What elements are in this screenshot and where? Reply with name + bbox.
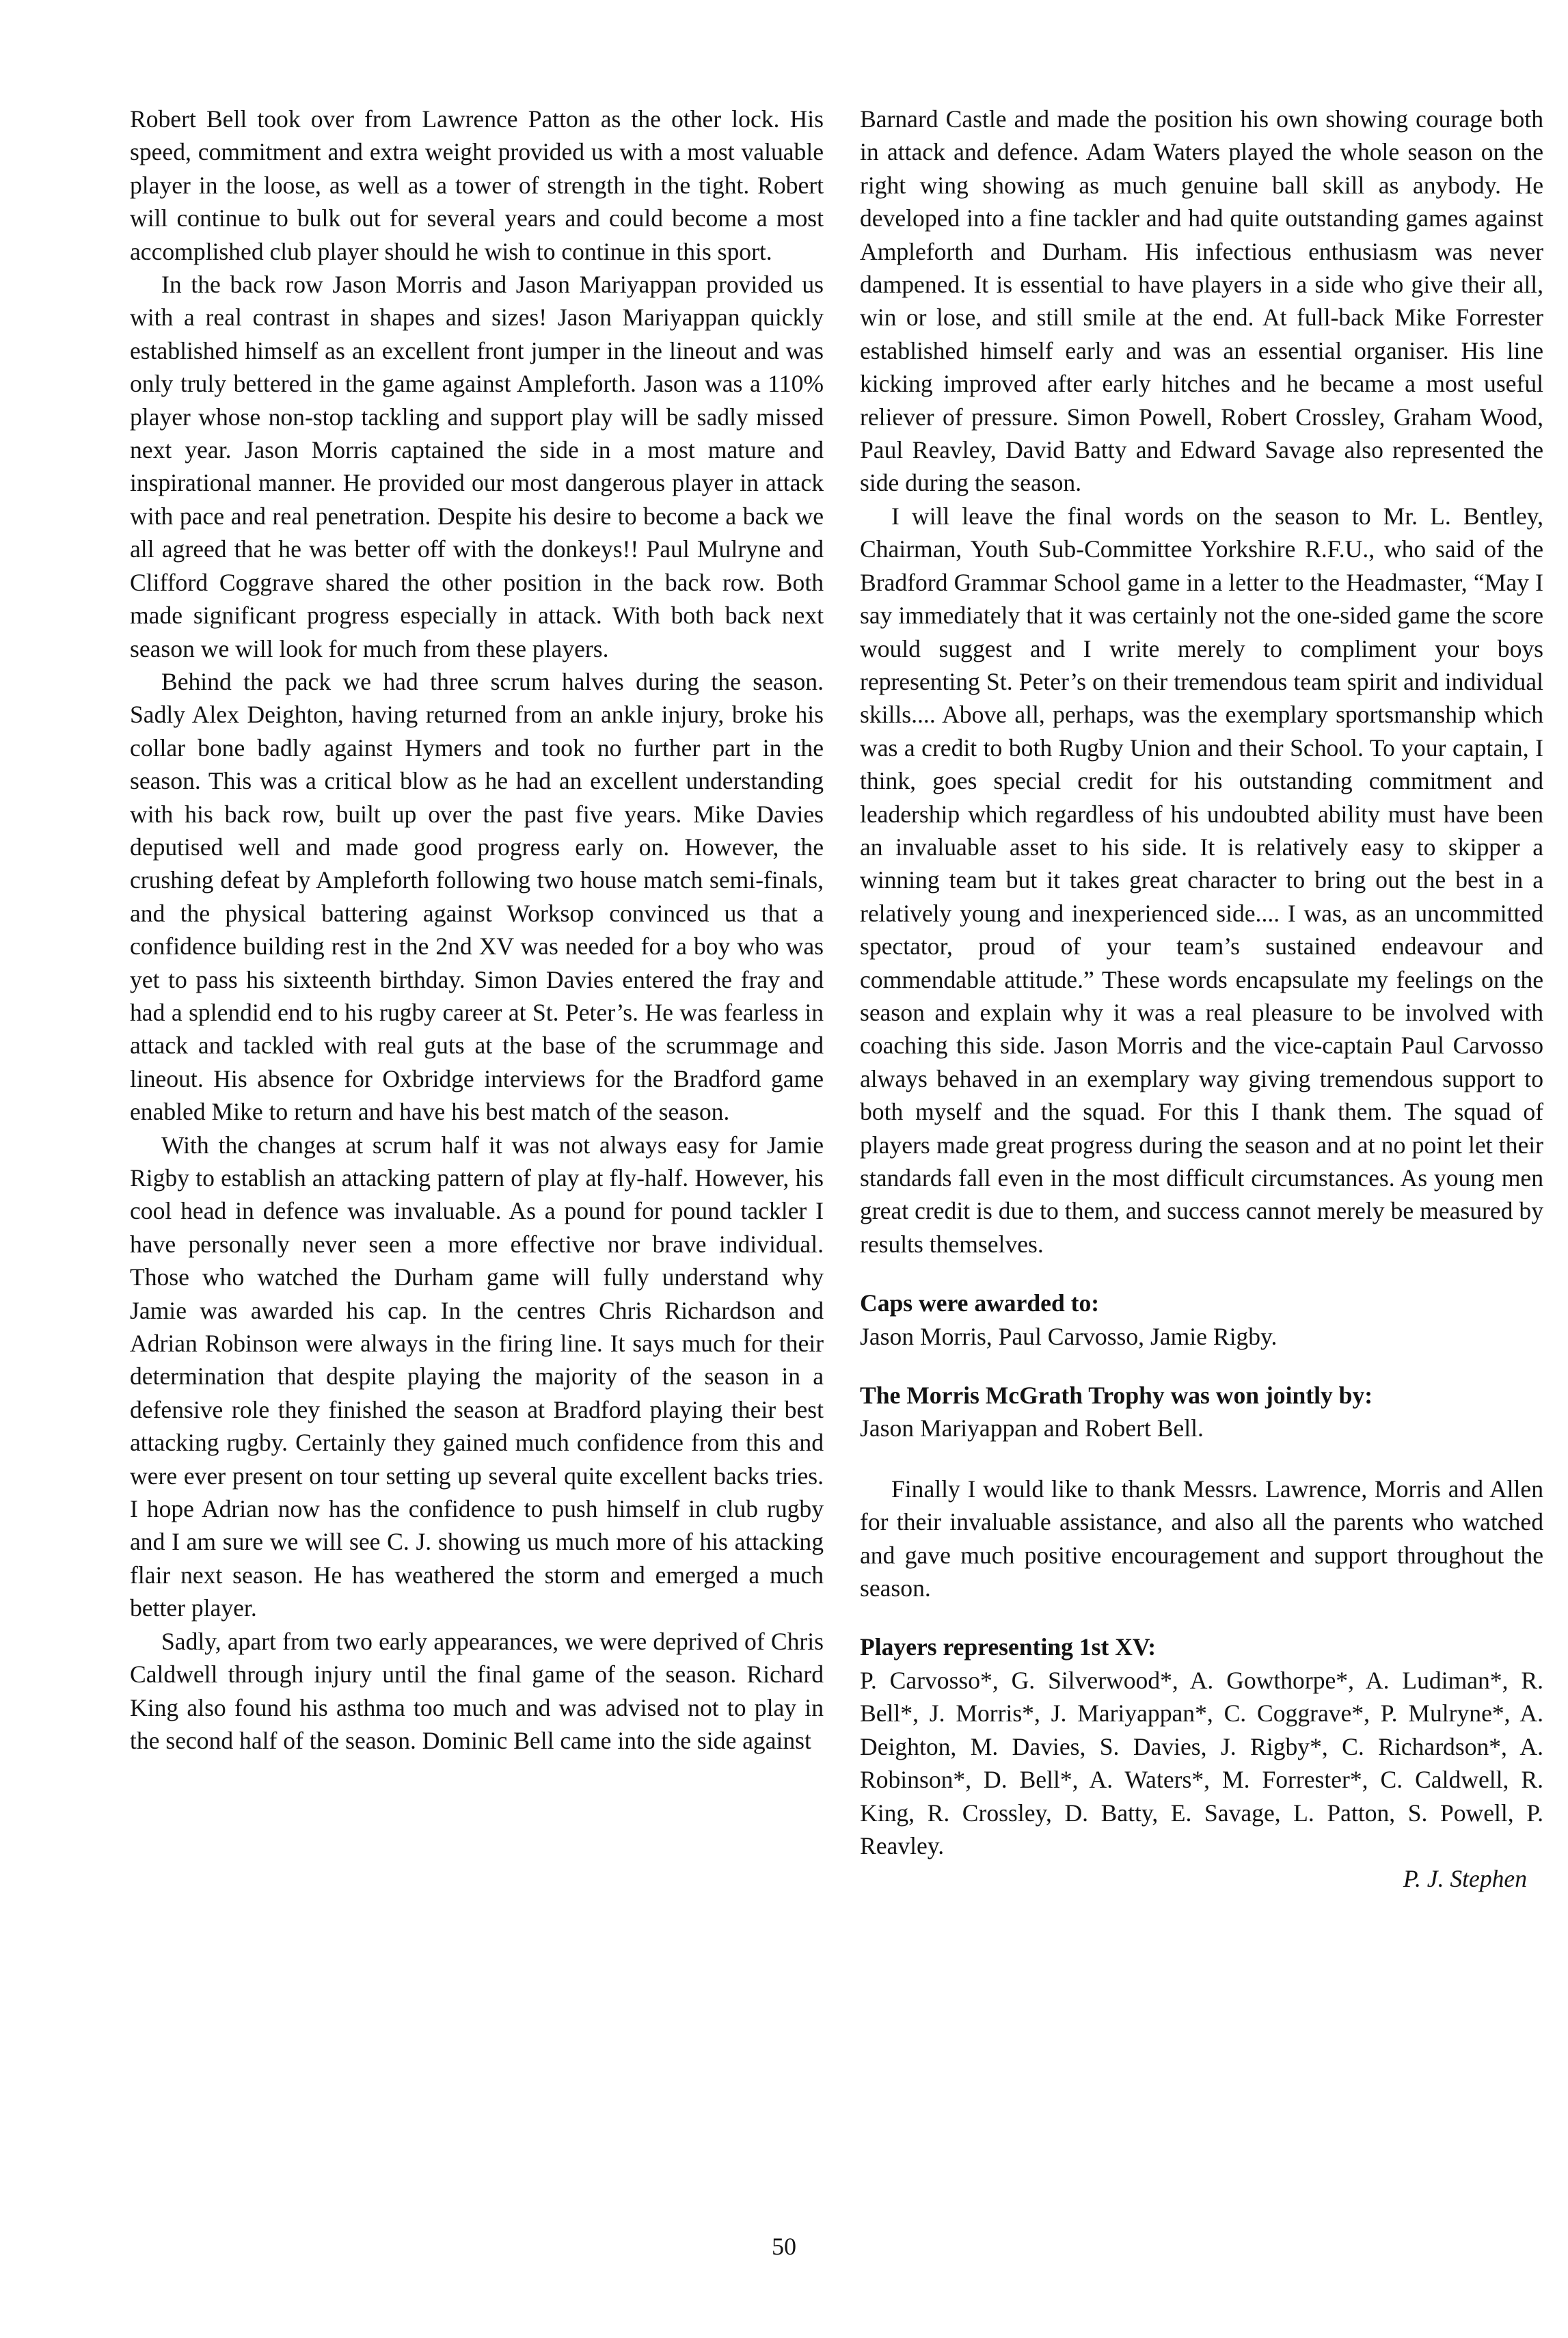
players-heading: Players representing 1st XV: bbox=[860, 1633, 1157, 1661]
paragraph: Behind the pack we had three scrum halves during the season. Sadly Alex Deighton, having returned from an ankle injury, broke his collar bone badly against Hymers and took no further part in the season. This was a critical blow as he had an excellent understanding with his back row, built up over the past five years. Mike Davies deputised well and made good progress early on. However, the crushing defeat by Ampleforth following two house match semi-finals, and the physical battering against Worksop convinced us that a confidence building rest in the 2nd XV was needed for a boy who was yet to pass his sixteenth birthday. Simon Davies entered the fray and had a splendid end to his rugby career at St. Peter’s. He was fearless in attack and tackled with real guts at the base of the scrummage and lineout. His absence for Oxbridge interviews for the Bradford game enabled Mike to return and have his best match of the season. bbox=[130, 667, 824, 1126]
paragraph: I will leave the final words on the season to Mr. L. Bentley, Chairman, Youth Sub-Committee Yorkshire R.F.U., who said of the Bradford Grammar School game in a letter to the Headmaster, “May I say immediately that it was certainly not the one-sided game the score would suggest and I write merely to compliment your boys representing St. Peter’s on their tremendous team spirit and individual skills.... Above all, perhaps, was the exemplary sportsmanship which was a credit to both Rugby Union and their School. To your captain, I think, goes special credit for his outstanding commitment and leadership which regardless of his undoubted ability must have been an invaluable asset to his side. It is relatively easy to skipper a winning team but it takes great character to bring out the best in a relatively young and inexperienced side.... I was, as an uncommitted spectator, proud of your team’s sustained endeavour and commendable attitude.” These words encapsulate my feelings on the season and explain why it was a real pleasure to be involved with coaching this side. Jason Morris and the vice-captain Paul Carvosso always behaved in an exemplary way giving tremendous support to both myself and the squad. For this I thank them. The squad of players made great progress during the season and at no point let their standards fall even in the most difficult circumstances. As young men great credit is due to them, and success cannot merely be measured by results themselves. bbox=[860, 502, 1543, 1258]
paragraph: In the back row Jason Morris and Jason Mariyappan provided us with a real contrast in shapes and sizes! Jason Mariyappan quickly established himself as an excellent front jumper in the lineout and was only truly bettered in the game against Ampleforth. Jason was a 110% player whose non-stop tackling and support play will be sadly missed next year. Jason Morris captained the side in a most mature and inspirational manner. He provided our most dangerous player in attack with pace and real penetration. Despite his desire to become a back we all agreed that he was better off with the donkeys!! Paul Mulryne and Clifford Coggrave shared the other position in the back row. Both made significant progress especially in attack. With both back next season we will look for much from these players. bbox=[130, 271, 824, 662]
trophy-list: Jason Mariyappan and Robert Bell. bbox=[860, 1414, 1204, 1442]
thanks-paragraph: Finally I would like to thank Messrs. Lawrence, Morris and Allen for their invaluable assistance, and also all the parents who watched and gave much positive encouragement and support throughout the season. bbox=[860, 1475, 1543, 1602]
paragraph: Barnard Castle and made the position his own showing courage both in attack and defence. Adam Waters played the whole season on the right wing showing as much genuine ball skill as anybody. He developed into a fine tackler and had quite outstanding games against Ampleforth and Durham. His infectious enthusiasm was never dampened. It is essential to have players in a side who give their all, win or lose, and still smile at the end. At full-back Mike Forrester established himself early and was an essential organiser. His line kicking improved after early hitches and he became a most useful reliever of pressure. Simon Powell, Robert Crossley, Graham Wood, Paul Reavley, David Batty and Edward Savage also represented the side during the season. bbox=[860, 105, 1543, 497]
paragraph: Sadly, apart from two early appearances, we were deprived of Chris Caldwell through injury until the final game of the season. Richard King also found his asthma too much and was advised not to play in the second half of the season. Dominic Bell came into the side against bbox=[130, 1627, 824, 1754]
right-column bbox=[860, 103, 1543, 1896]
trophy-heading: The Morris McGrath Trophy was won jointly by: bbox=[860, 1382, 1373, 1410]
page-number: 50 bbox=[772, 2233, 796, 2260]
players-list: P. Carvosso*, G. Silverwood*, A. Gowthorpe*, A. Ludiman*, R. Bell*, J. Morris*, J. Mariyappan*, C. Coggrave*, P. Mulryne*, A. Deighton, M. Davies, S. Davies, J. Rigby*, C. Richardson*, A. Robinson*, D. Bell*, A. Waters*, M. Forrester*, C. Caldwell, R. King, R. Crossley, D. Batty, E. Savage, L. Patton, S. Powell, P. Reavley. bbox=[860, 1666, 1543, 1859]
caps-list: Jason Morris, Paul Carvosso, Jamie Rigby. bbox=[860, 1322, 1278, 1350]
left-column bbox=[130, 103, 824, 1757]
paragraph: Robert Bell took over from Lawrence Patton as the other lock. His speed, commitment and extra weight provided us with a most valuable player in the loose, as well as a tower of strength in the tight. Robert will continue to bulk out for several years and could become a most accomplished club player should he wish to continue in this sport. bbox=[130, 105, 824, 265]
paragraph: With the changes at scrum half it was not always easy for Jamie Rigby to establish an attacking pattern of play at fly-half. However, his cool head in defence was invaluable. As a pound for pound tackler I have personally never seen a more effective nor brave individual. Those who watched the Durham game will fully understand why Jamie was awarded his cap. In the centres Chris Richardson and Adrian Robinson were always in the firing line. It says much for their determination that despite playing the majority of the season in a defensive role they finished the season at Bradford playing their best attacking rugby. Certainly they gained much confidence from this and were ever present on tour setting up several quite excellent backs tries. I hope Adrian now has the confidence to push himself in club rugby and I am sure we will see C. J. showing us much more of his attacking flair next season. He has weathered the storm and emerged a much better player. bbox=[130, 1131, 824, 1622]
author-signature: P. J. Stephen bbox=[1403, 1865, 1527, 1893]
caps-heading: Caps were awarded to: bbox=[860, 1289, 1100, 1317]
